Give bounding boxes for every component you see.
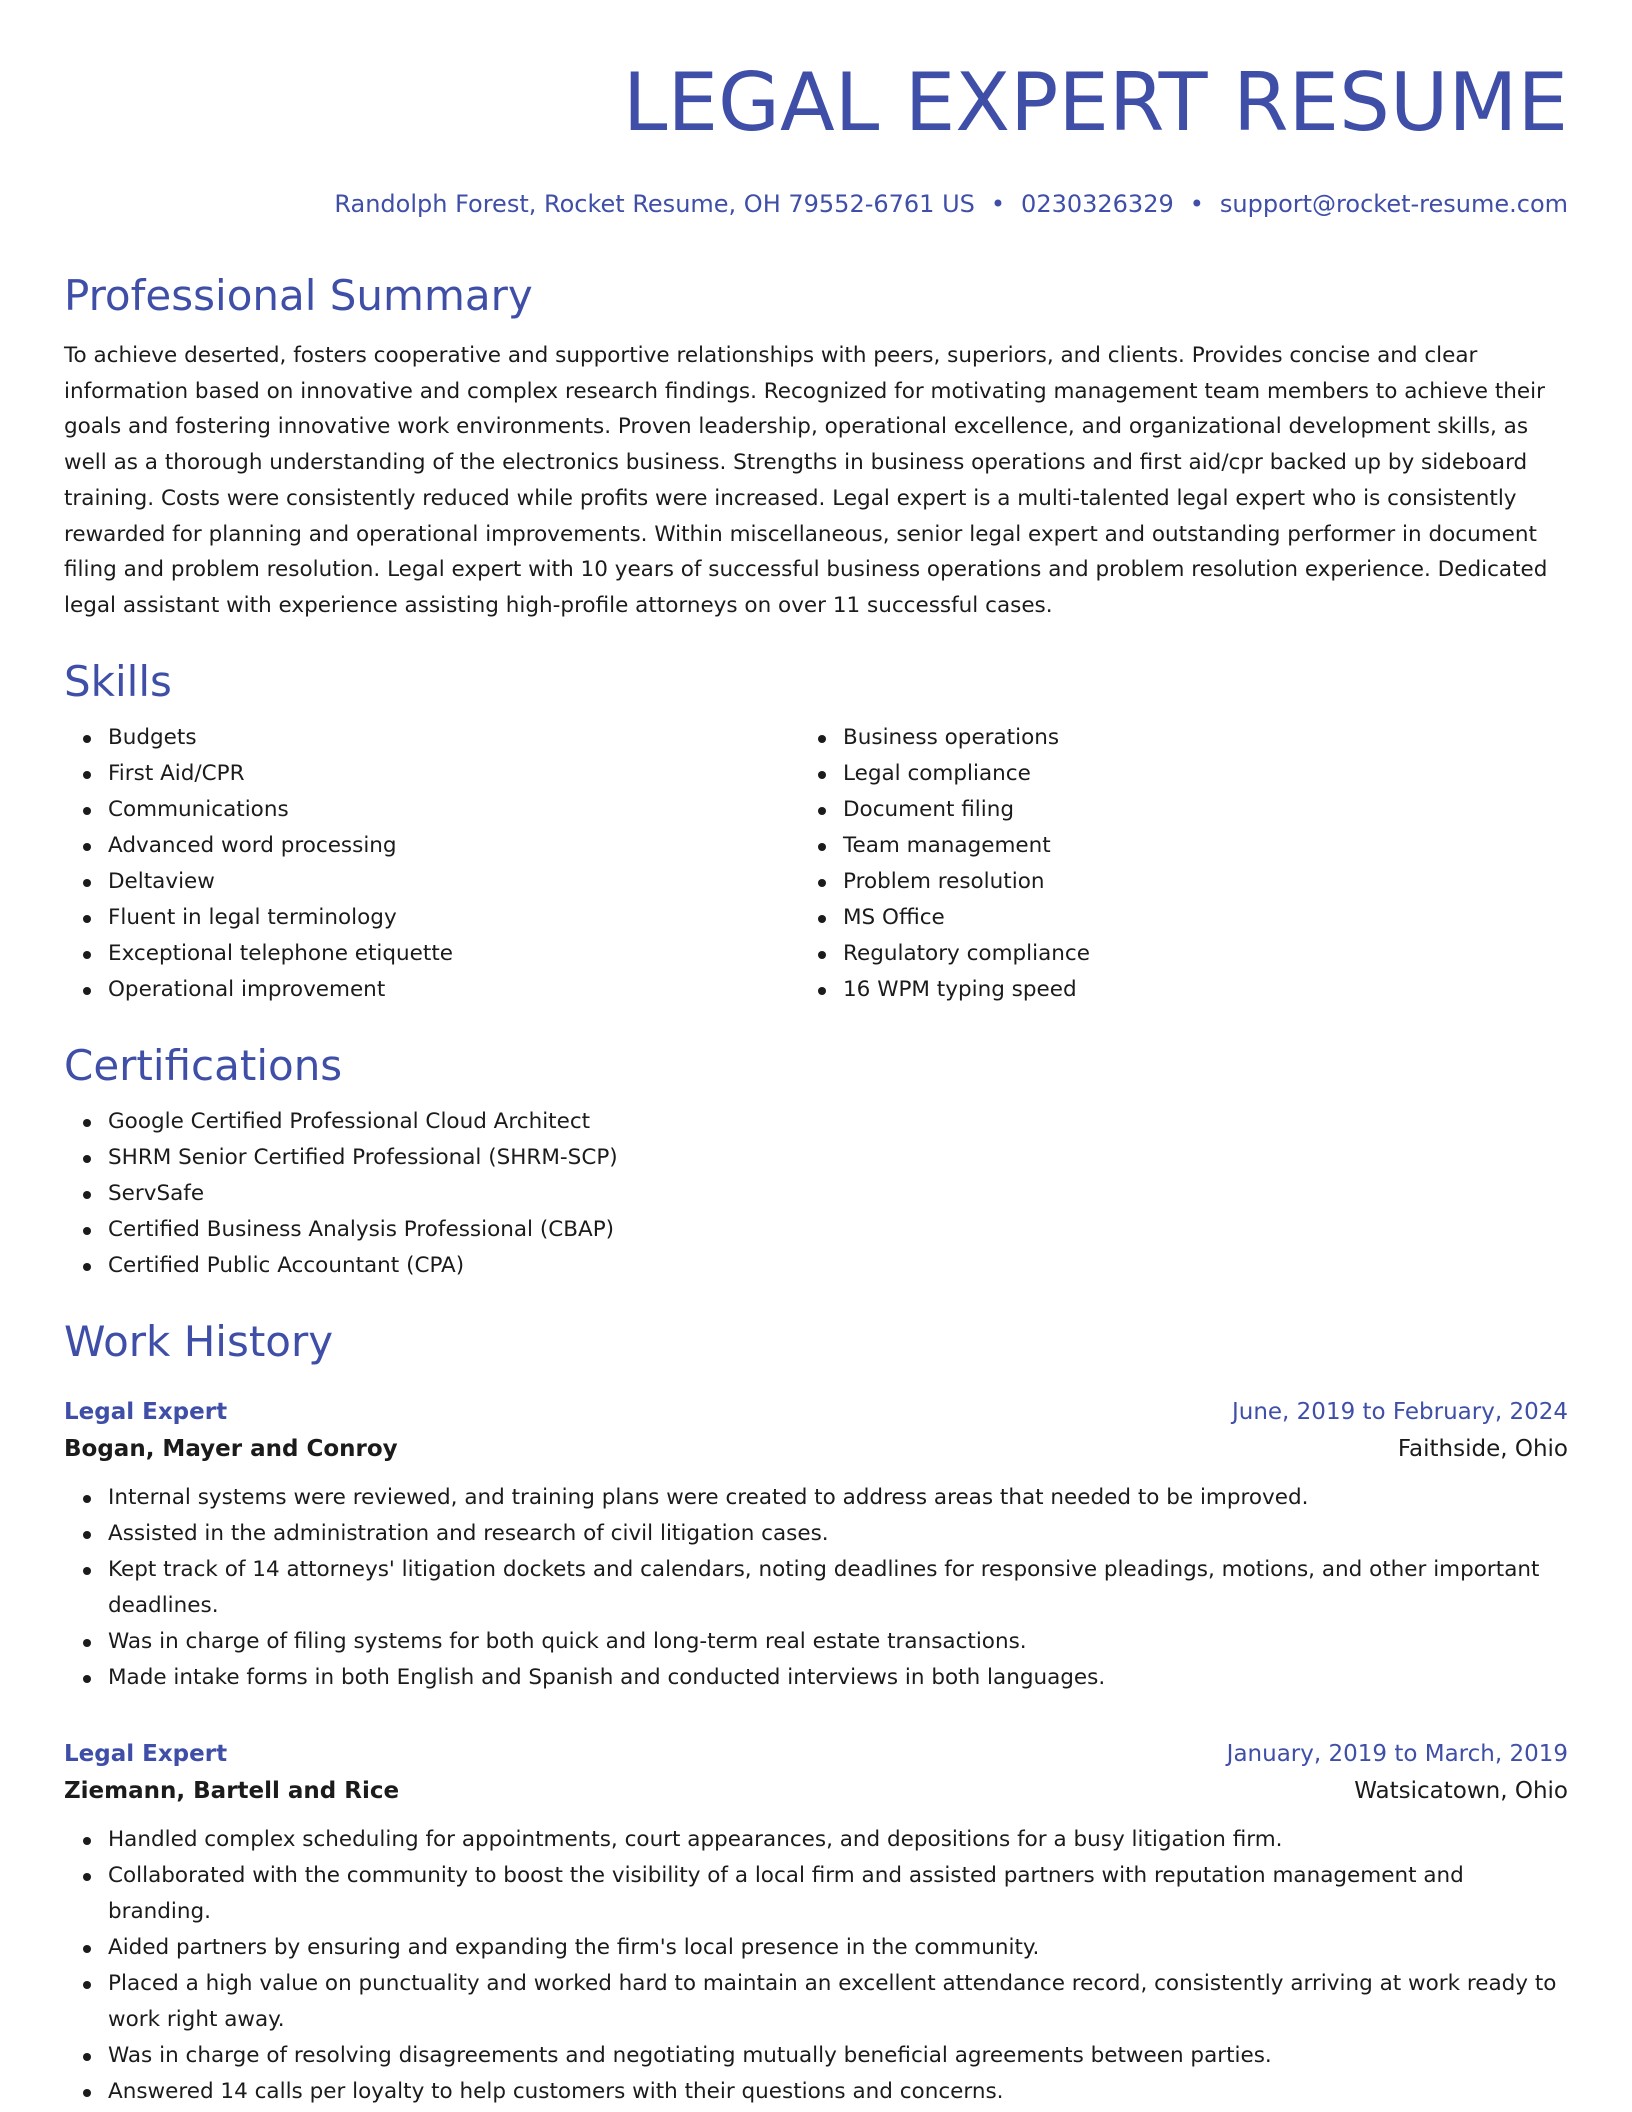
skill-item: Regulatory compliance	[843, 936, 1568, 972]
job-duty: Placed a high value on punctuality and worked hard to maintain an excellent attendance record, consistently arriving at work ready to work right away.	[108, 1966, 1568, 2038]
job-title-row	[64, 1394, 1568, 1430]
certification-item: ServSafe	[108, 1176, 1568, 1212]
job-company: Ziemann, Bartell and Rice	[64, 1777, 400, 1804]
skills-grid	[64, 720, 1568, 1008]
job-duty: Answered 14 calls per loyalty to help customers with their questions and concerns.	[108, 2074, 1568, 2110]
job-company-row	[64, 1430, 1568, 1468]
skill-item: Advanced word processing	[108, 828, 799, 864]
skill-item: Fluent in legal terminology	[108, 900, 799, 936]
job-company: Bogan, Mayer and Conroy	[64, 1435, 398, 1462]
contact-separator: •	[990, 190, 1006, 218]
job-location: Watsicatown, Ohio	[1354, 1777, 1568, 1804]
certification-item: Certified Business Analysis Professional (CBAP)	[108, 1212, 1568, 1248]
resume-title: LEGAL EXPERT RESUME	[622, 56, 1568, 149]
job-title: Legal Expert	[64, 1740, 228, 1767]
certification-item: Certified Public Accountant (CPA)	[108, 1248, 1568, 1284]
contact-address: Randolph Forest, Rocket Resume, OH 79552-6761 US	[334, 190, 975, 218]
skill-item: Business operations	[843, 720, 1568, 756]
certification-item: Google Certified Professional Cloud Architect	[108, 1104, 1568, 1140]
skill-item: Exceptional telephone etiquette	[108, 936, 799, 972]
section-heading: Certifications	[64, 1040, 343, 1090]
job-duty: Kept track of 14 attorneys' litigation dockets and calendars, noting deadlines for responsive pleadings, motions, and other important deadlines.	[108, 1552, 1568, 1624]
section-heading: Professional Summary	[64, 271, 533, 320]
contact-phone[interactable]: 0230326329	[1021, 190, 1174, 218]
job-company-row	[64, 1772, 1568, 1810]
certifications-section	[64, 1038, 1568, 1284]
work-history-section	[64, 1314, 1568, 2110]
job-duty: Was in charge of resolving disagreements and negotiating mutually beneficial agreements between parties.	[108, 2038, 1568, 2074]
skills-section	[64, 654, 1568, 1008]
job-duty: Internal systems were reviewed, and training plans were created to address areas that needed to be improved.	[108, 1480, 1568, 1516]
job-duty: Assisted in the administration and research of civil litigation cases.	[108, 1516, 1568, 1552]
skills-list-left	[64, 720, 799, 1008]
job-title-row	[64, 1736, 1568, 1772]
summary-paragraph: To achieve deserted, fosters cooperative and supportive relationships with peers, superiors, and clients. Provides concise and clear information based on innovative and complex research findings. Recognized for motivating management team members to achieve their goals and fostering innovative work environments. Proven leadership, operational excellence, and organizational development skills, as well as a thorough understanding of the electronics business. Strengths in business operations and first aid/cpr backed up by sideboard training. Costs were consistently reduced while profits were increased. Legal expert is a multi-talented legal expert who is consistently rewarded for planning and operational improvements. Within miscellaneous, senior legal expert and outstanding performer in document filing and problem resolution. Legal expert with 10 years of successful business operations and problem resolution experience. Dedicated legal assistant with experience assisting high-profile attorneys on over 11 successful cases.	[64, 343, 1548, 618]
job-dates: June, 2019 to February, 2024	[1231, 1398, 1568, 1425]
job-entry	[64, 1394, 1568, 1696]
job-entry	[64, 1736, 1568, 2110]
job-duty: Aided partners by ensuring and expanding the firm's local presence in the community.	[108, 1930, 1568, 1966]
job-duty: Was in charge of filing systems for both quick and long-term real estate transactions.	[108, 1624, 1568, 1660]
job-title: Legal Expert	[64, 1398, 228, 1425]
professional-summary-section	[64, 268, 1568, 624]
job-duties-list	[64, 1480, 1568, 1696]
skill-item: Legal compliance	[843, 756, 1568, 792]
contact-email[interactable]: support@rocket-resume.com	[1219, 190, 1568, 218]
job-duty: Handled complex scheduling for appointments, court appearances, and depositions for a busy litigation firm.	[108, 1822, 1568, 1858]
job-duty: Made intake forms in both English and Spanish and conducted interviews in both languages.	[108, 1660, 1568, 1696]
job-duties-list	[64, 1822, 1568, 2110]
certifications-list	[64, 1104, 1568, 1284]
skill-item: 16 WPM typing speed	[843, 972, 1568, 1008]
certification-item: SHRM Senior Certified Professional (SHRM-SCP)	[108, 1140, 1568, 1176]
skill-item: Document filing	[843, 792, 1568, 828]
skill-item: Deltaview	[108, 864, 799, 900]
section-heading: Skills	[64, 656, 172, 706]
skill-item: Operational improvement	[108, 972, 799, 1008]
skill-item: Communications	[108, 792, 799, 828]
skill-item: Team management	[843, 828, 1568, 864]
skill-item: Problem resolution	[843, 864, 1568, 900]
skill-item: MS Office	[843, 900, 1568, 936]
contact-separator: •	[1189, 190, 1204, 218]
job-dates: January, 2019 to March, 2019	[1226, 1740, 1568, 1767]
job-location: Faithside, Ohio	[1397, 1435, 1568, 1462]
section-heading: Work History	[64, 1316, 334, 1366]
skills-list-right	[799, 720, 1568, 1008]
contact-line	[64, 188, 1568, 220]
skill-item: Budgets	[108, 720, 799, 756]
skill-item: First Aid/CPR	[108, 756, 799, 792]
job-duty: Collaborated with the community to boost the visibility of a local firm and assisted partners with reputation management and branding.	[108, 1858, 1568, 1930]
